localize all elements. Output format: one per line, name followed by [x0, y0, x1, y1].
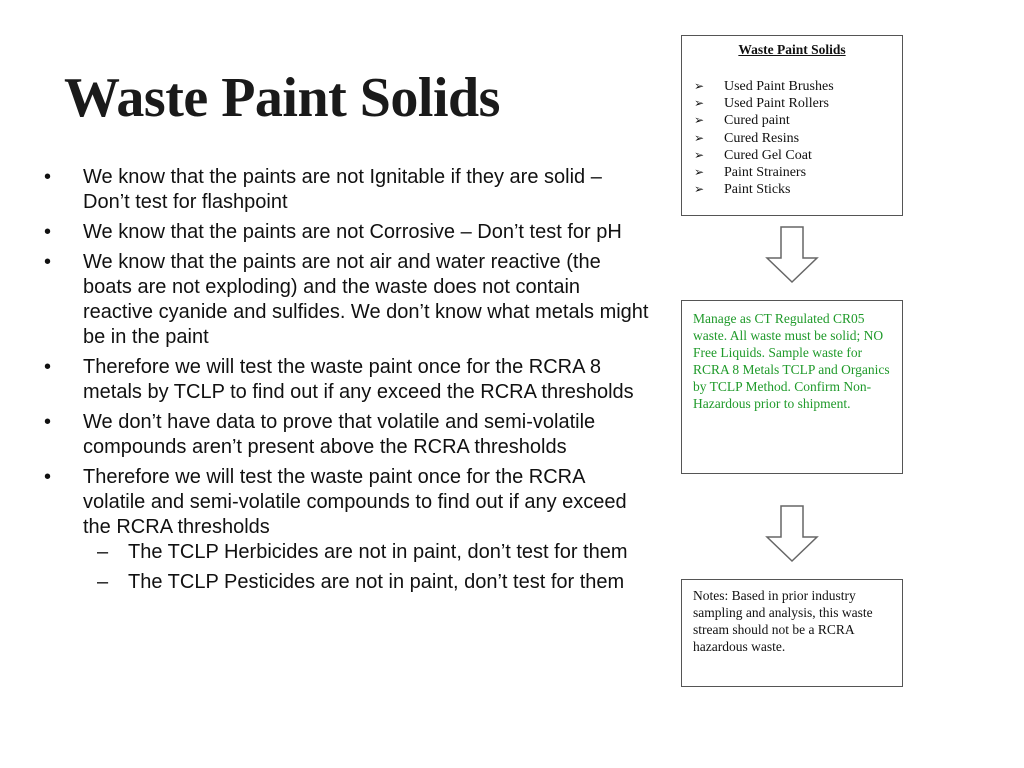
bullet-item — [40, 220, 652, 245]
waste-item-text: Cured paint — [724, 113, 790, 129]
waste-item — [682, 181, 902, 198]
arrow-bullet-icon: ➢ — [694, 113, 705, 128]
bullet-mark: • — [44, 466, 52, 488]
waste-items-box — [681, 35, 903, 216]
arrow-bullet-icon: ➢ — [694, 96, 705, 111]
sub-bullet-mark: – — [97, 571, 109, 593]
arrow-bullet-icon: ➢ — [694, 130, 705, 145]
arrow-bullet-icon: ➢ — [694, 182, 705, 197]
waste-item-text: Cured Gel Coat — [724, 147, 812, 163]
notes-box — [681, 579, 903, 687]
bullet-mark: • — [44, 251, 52, 273]
waste-item — [682, 95, 902, 112]
bullet-text: Therefore we will test the waste paint once for the RCRA volatile and semi-volatile compounds to find out if any exceed the RCRA thresholds — [83, 466, 627, 538]
sub-bullet-mark: – — [97, 541, 109, 563]
down-arrow-icon — [764, 226, 820, 284]
bullet-text: Therefore we will test the waste paint once for the RCRA 8 metals by TCLP to find out if any exceed the RCRA thresholds — [83, 356, 634, 403]
waste-item — [682, 78, 902, 95]
waste-item — [682, 164, 902, 181]
sub-bullet-list — [83, 540, 652, 595]
waste-item — [682, 112, 902, 129]
waste-item-text: Cured Resins — [724, 130, 800, 146]
slide-title: Waste Paint Solids — [64, 67, 500, 129]
notes-text: Notes: Based in prior industry sampling and analysis, this waste stream should not be a RCRA hazardous waste. — [693, 588, 873, 654]
arrow-bullet-icon: ➢ — [694, 79, 705, 93]
bullet-text: We know that the paints are not air and water reactive (the boats are not exploding) and the waste does not contain reactive cyanide and sulfides. We don’t know what metals might be in the paint — [83, 251, 649, 348]
bullet-mark: • — [44, 356, 52, 378]
waste-item — [682, 147, 902, 164]
arrow-bullet-icon: ➢ — [694, 165, 705, 180]
bullet-mark: • — [44, 221, 52, 243]
waste-item — [682, 130, 902, 147]
bullet-text: We know that the paints are not Corrosive – Don’t test for pH — [83, 221, 622, 243]
management-box — [681, 300, 903, 474]
arrow-bullet-icon: ➢ — [694, 147, 705, 162]
bullet-text: We don’t have data to prove that volatile and semi-volatile compounds aren’t present above the RCRA thresholds — [83, 411, 596, 458]
bullet-list — [40, 165, 652, 600]
sub-bullet-item — [83, 570, 652, 595]
bullet-item — [40, 410, 652, 460]
bullet-item — [40, 165, 652, 215]
waste-items-list — [682, 78, 902, 198]
down-arrow-icon — [764, 505, 820, 563]
bullet-item — [40, 355, 652, 405]
waste-items-box-title: Waste Paint Solids — [738, 42, 846, 57]
sub-bullet-item — [83, 540, 652, 565]
bullet-text: We know that the paints are not Ignitable if they are solid – Don’t test for flashpoint — [83, 166, 602, 213]
waste-item-text: Paint Sticks — [724, 182, 791, 198]
bullet-item — [40, 250, 652, 350]
bullet-mark: • — [44, 166, 52, 188]
waste-item-text: Used Paint Rollers — [724, 96, 829, 112]
management-text: Manage as CT Regulated CR05 waste. All waste must be solid; NO Free Liquids. Sample waste for RCRA 8 Metals TCLP and Organics by TCLP Method. Confirm Non-Hazardous prior to shipment. — [693, 311, 890, 411]
bullet-item — [40, 465, 652, 595]
sub-bullet-text: The TCLP Herbicides are not in paint, don’t test for them — [128, 541, 628, 563]
bullet-mark: • — [44, 411, 52, 433]
sub-bullet-text: The TCLP Pesticides are not in paint, don’t test for them — [128, 571, 625, 593]
waste-item-text: Used Paint Brushes — [724, 79, 834, 94]
waste-item-text: Paint Strainers — [724, 165, 807, 181]
